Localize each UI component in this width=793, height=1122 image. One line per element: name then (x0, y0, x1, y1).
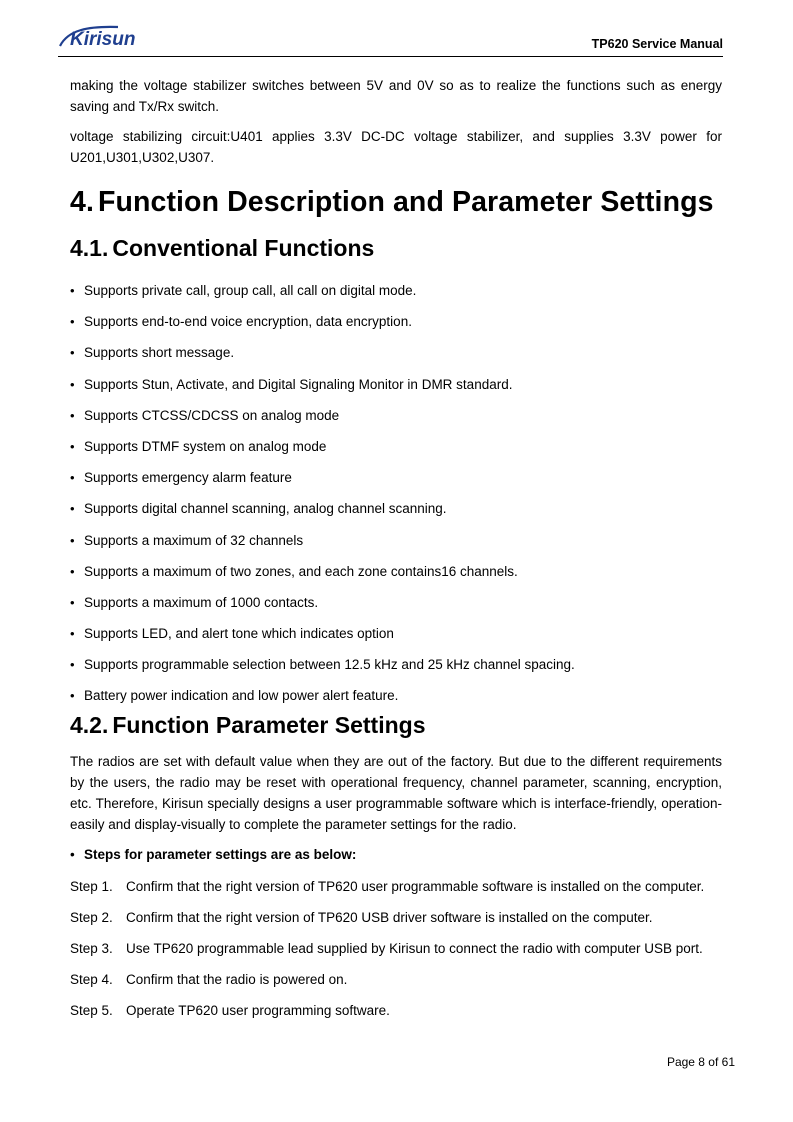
bullet-icon: • (70, 376, 75, 392)
list-item: • Supports a maximum of 32 channels (70, 530, 722, 561)
list-item: • Supports CTCSS/CDCSS on analog mode (70, 405, 722, 436)
logo-text: Kirisun (70, 29, 136, 50)
bullet-icon: • (70, 594, 75, 610)
page-content (70, 75, 722, 1032)
bullet-icon: • (70, 438, 75, 454)
section-4-2-number: 4.2. (70, 712, 109, 739)
list-item: • Supports Stun, Activate, and Digital Signaling Monitor in DMR standard. (70, 374, 722, 405)
list-item: • Supports DTMF system on analog mode (70, 436, 722, 467)
step-item (70, 907, 722, 938)
bullet-icon: • (70, 314, 75, 330)
parameter-settings-paragraph: The radios are set with default value when they are out of the factory. But due to the different requirements by the users, the radio may be reset with operational frequency, channel parameter, scanning, encryption, etc. Therefore, Kirisun specially designs a user programmable software which is interface-friendly, operation-easily and display-visually to complete the parameter settings for the radio. (70, 754, 722, 833)
bullet-icon: • (70, 532, 75, 548)
intro-paragraph-1: making the voltage stabilizer switches between 5V and 0V so as to realize the functions such as energy saving and Tx/Rx switch. (70, 78, 722, 114)
section-4-number: 4. (70, 186, 94, 218)
manual-title: TP620 Service Manual (591, 37, 723, 51)
bullet-icon: • (70, 283, 75, 298)
step-item (70, 876, 722, 907)
page-header (58, 22, 723, 57)
list-item: • Supports programmable selection between 12.5 kHz and 25 kHz channel spacing. (70, 654, 722, 685)
section-4-2-title: Function Parameter Settings (112, 712, 426, 739)
steps-list (70, 876, 722, 1032)
bullet-icon: • (70, 501, 75, 517)
step-label: Step 2. (70, 909, 113, 925)
step-label: Step 4. (70, 972, 113, 988)
step-text: Confirm that the radio is powered on. (126, 972, 348, 988)
step-text: Confirm that the right version of TP620 user programmable software is installed on the computer. (126, 878, 705, 894)
section-4-2-heading (70, 712, 722, 739)
section-4-heading (70, 186, 722, 219)
step-text: Operate TP620 user programming software. (126, 1003, 390, 1019)
section-4-title: Function Description and Parameter Settings (97, 186, 714, 218)
list-item: • Supports private call, group call, all call on digital mode. (70, 280, 722, 311)
list-item: • Battery power indication and low power alert feature. (70, 685, 722, 709)
step-item (70, 1000, 722, 1031)
step-item (70, 969, 722, 1000)
bullet-icon: • (70, 470, 75, 486)
bullet-icon: • (70, 345, 75, 361)
step-text: Confirm that the right version of TP620 USB driver software is installed on the computer. (126, 909, 653, 925)
intro-paragraph-2: voltage stabilizing circuit:U401 applies 3.3V DC-DC voltage stabilizer, and supplies 3.3V power for U201,U301,U302,U307. (70, 129, 722, 165)
bullet-icon: • (70, 688, 75, 704)
section-4-1-number: 4.1. (70, 235, 109, 261)
list-item: • Supports end-to-end voice encryption, data encryption. (70, 311, 722, 342)
step-label: Step 1. (70, 878, 113, 894)
list-item: • Supports a maximum of two zones, and each zone contains16 channels. (70, 561, 722, 592)
bullet-icon: • (70, 563, 75, 579)
conventional-functions-list (70, 280, 722, 709)
list-item: • Supports emergency alarm feature (70, 467, 722, 498)
bullet-icon: • (70, 847, 75, 863)
list-item: • Supports LED, and alert tone which indicates option (70, 623, 722, 654)
step-text: Use TP620 programmable lead supplied by Kirisun to connect the radio with computer USB port. (126, 941, 703, 956)
section-4-1-heading (70, 235, 722, 262)
bullet-icon: • (70, 407, 75, 423)
list-item: • Supports digital channel scanning, analog channel scanning. (70, 498, 722, 529)
steps-heading: • Steps for parameter settings are as below: (70, 844, 722, 875)
bullet-icon: • (70, 657, 75, 673)
kirisun-logo (58, 24, 153, 50)
list-item: • Supports short message. (70, 342, 722, 373)
step-label: Step 3. (70, 941, 113, 956)
step-label: Step 5. (70, 1003, 113, 1019)
section-4-1-title: Conventional Functions (112, 235, 375, 261)
step-item (70, 938, 722, 969)
bullet-icon: • (70, 626, 75, 642)
list-item: • Supports a maximum of 1000 contacts. (70, 592, 722, 623)
page-number: Page 8 of 61 (666, 1055, 735, 1069)
